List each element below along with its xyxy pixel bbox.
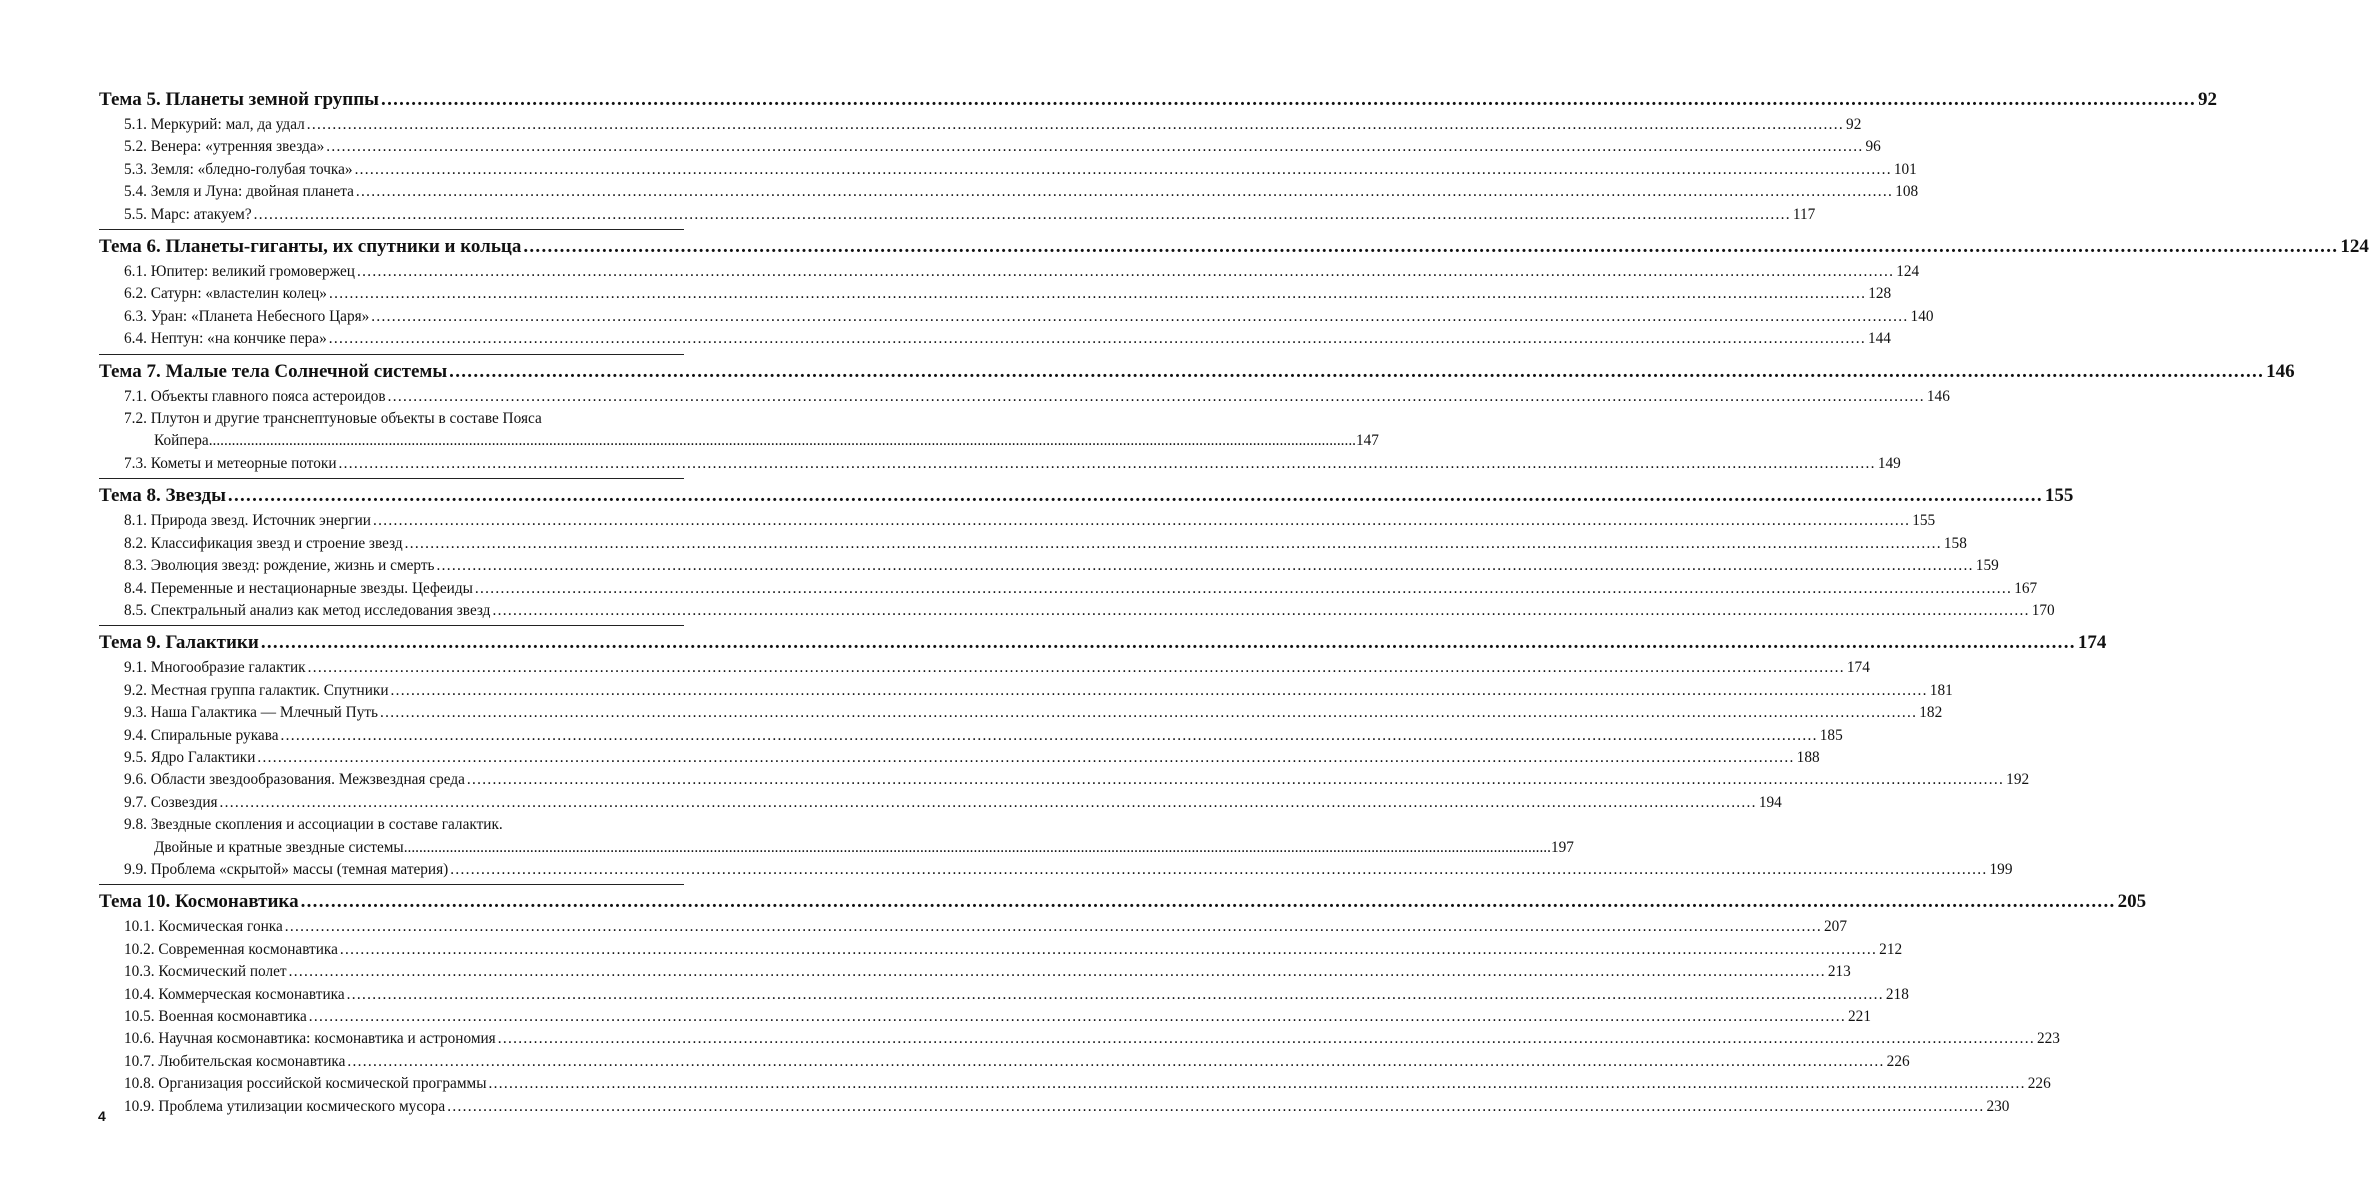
entry-label: 9.1. Многообразие галактик (124, 659, 306, 677)
entry-label: 6.2. Сатурн: «властелин колец» (124, 285, 327, 303)
toc-entry[interactable] (99, 555, 1999, 577)
table-of-contents (99, 86, 2369, 1118)
dot-leader: ............................................................................................................................................................................................................................................................................................................ (450, 860, 1988, 878)
dot-leader: ............................................................................................................................................................................................................................................................................................................ (354, 160, 1892, 178)
dot-leader: ............................................................................................................................................................................................................................................................................................................ (355, 183, 1894, 201)
entry-page: 158 (1943, 534, 1967, 552)
dot-leader: ............................................................................................................................................................................................................................................................................................................ (253, 205, 1791, 223)
entry-label: 9.4. Спиральные рукава (124, 726, 279, 744)
entry-page: 213 (1827, 963, 1851, 981)
toc-entry[interactable] (99, 533, 1967, 555)
entry-label: 7.1. Объекты главного пояса астероидов (124, 387, 386, 405)
entry-page: 185 (1819, 726, 1843, 744)
entry-page: 146 (1926, 387, 1950, 405)
entry-page: 108 (1895, 183, 1919, 201)
entry-label: 9.2. Местная группа галактик. Спутники (124, 681, 389, 699)
dot-leader: ............................................................................................................................................................................................................................................................................................................ (390, 681, 1928, 699)
section-heading[interactable] (99, 358, 2295, 386)
section-heading[interactable] (99, 482, 2074, 510)
entry-label: 8.3. Эволюция звезд: рождение, жизнь и смерть (124, 557, 435, 575)
dot-leader: ............................................................................................................................................................................................................................................................................................................ (219, 793, 1757, 811)
entry-label: 8.4. Переменные и нестационарные звезды. Цефеиды (124, 579, 473, 597)
entry-page: 188 (1796, 748, 1820, 766)
entry-page: 167 (2014, 579, 2038, 597)
entry-label: 9.8. Звездные скопления и ассоциации в составе галактик. (124, 816, 503, 834)
entry-page: 174 (1846, 659, 1870, 677)
section-page: 155 (2044, 485, 2074, 507)
section-page: 92 (2198, 89, 2218, 110)
dot-leader: ............................................................................................................................................................................................................................................................................................................ (497, 1030, 2035, 1048)
dot-leader: ............................................................................................................................................................................................................................................................................................................ (381, 89, 2197, 110)
entry-page: 226 (2027, 1075, 2051, 1093)
toc-section (99, 478, 2074, 622)
entry-label: 8.1. Природа звезд. Источник энергии (124, 512, 371, 530)
dot-leader: ............................................................................................................................................................................................................................................................................................................ (284, 918, 1823, 936)
toc-entry[interactable] (99, 657, 1870, 679)
dot-leader: ............................................................................................................................................................................................................................................................................................................ (449, 360, 2265, 382)
toc-entry[interactable] (99, 578, 2038, 600)
entry-page: 155 (1912, 512, 1936, 530)
entry-page: 197 (1550, 838, 1574, 856)
dot-leader: ............................................................................................................................................................................................................................................................................................................ (260, 632, 2076, 654)
entry-page: 207 (1824, 918, 1847, 936)
entry-label: 10.1. Космическая гонка (124, 918, 283, 936)
entry-continuation (124, 837, 1574, 859)
toc-section (99, 884, 2147, 1118)
entry-page: 182 (1919, 704, 1943, 722)
toc-entry[interactable] (99, 1096, 2010, 1118)
dot-leader: ............................................................................................................................................................................................................................................................................................................ (380, 704, 1918, 722)
toc-entry[interactable] (99, 510, 1936, 532)
section-title: Тема 5. Планеты земной группы (99, 89, 380, 110)
dot-leader: ............................................................................................................................................................................................................................................................................................................ (523, 236, 2339, 258)
entry-label: 10.5. Военная космонавтика (124, 1008, 307, 1025)
entry-page: 147 (1355, 432, 1379, 450)
toc-section (99, 354, 2295, 476)
toc-entry[interactable] (99, 159, 1917, 181)
toc-entry[interactable] (99, 181, 1919, 203)
entry-page: 128 (1868, 285, 1892, 303)
toc-entry[interactable] (99, 114, 1862, 136)
entry-page: 221 (1848, 1008, 1871, 1025)
entry-page: 194 (1758, 793, 1782, 811)
section-title: Тема 6. Планеты-гиганты, их спутники и кольца (99, 236, 522, 258)
entry-page: 230 (1986, 1097, 2010, 1115)
entry-page: 96 (1865, 138, 1881, 156)
dot-leader: ............................................................................................................................................................................................................................................................................................................ (356, 263, 1895, 281)
toc-entry[interactable] (99, 408, 1379, 453)
dot-leader: ............................................................................................................................................................................................................................................................................................................ (257, 748, 1795, 766)
toc-entry[interactable] (99, 961, 1851, 983)
entry-label-cont: Двойные и кратные звездные системы (154, 838, 404, 856)
toc-entry[interactable] (99, 328, 1891, 350)
section-heading[interactable] (99, 629, 2107, 657)
entry-page: 226 (1886, 1052, 1910, 1070)
section-title: Тема 7. Малые тела Солнечной системы (99, 360, 448, 382)
dot-leader: ............................................................................................................................................................................................................................................................................................................ (447, 1097, 1985, 1115)
dot-leader: ............................................................................................................................................................................................................................................................................................................ (371, 307, 1909, 325)
toc-entry[interactable] (99, 984, 1909, 1006)
dot-leader: ............................................................................................................................................................................................................................................................................................................ (403, 838, 1551, 856)
entry-label-cont: Койпера (154, 432, 209, 450)
section-heading[interactable] (99, 233, 2369, 261)
toc-entry[interactable] (99, 1051, 1910, 1073)
entry-label: 5.2. Венера: «утренняя звезда» (124, 138, 325, 156)
dot-leader: ............................................................................................................................................................................................................................................................................................................ (346, 985, 1884, 1003)
section-title: Тема 8. Звезды (99, 485, 226, 507)
dot-leader: ............................................................................................................................................................................................................................................................................................................ (326, 138, 1864, 156)
toc-entry[interactable] (99, 1006, 1871, 1028)
entry-label: 10.9. Проблема утилизации космического мусора (124, 1097, 446, 1115)
section-page: 174 (2077, 632, 2107, 654)
dot-leader: ............................................................................................................................................................................................................................................................................................................ (308, 1008, 1847, 1025)
toc-section (99, 86, 2218, 226)
entry-label: 9.3. Наша Галактика — Млечный Путь (124, 704, 379, 722)
entry-label: 5.1. Меркурий: мал, да удал (124, 116, 305, 133)
entry-label: 9.6. Области звездообразования. Межзвездная среда (124, 771, 465, 789)
dot-leader: ............................................................................................................................................................................................................................................................................................................ (372, 512, 1911, 530)
entry-page: 218 (1885, 985, 1909, 1003)
section-page: 124 (2340, 236, 2369, 258)
entry-label: 6.4. Нептун: «на кончике пера» (124, 330, 327, 348)
entry-label: 8.5. Спектральный анализ как метод исследования звезд (124, 601, 491, 619)
entry-label: 5.5. Марс: атакуем? (124, 205, 252, 223)
entry-label: 7.3. Кометы и метеорные потоки (124, 454, 337, 472)
entry-label: 10.7. Любительская космонавтика (124, 1052, 346, 1070)
entry-label: 9.5. Ядро Галактики (124, 748, 256, 766)
page-number: 4 (98, 1108, 106, 1124)
dot-leader: ............................................................................................................................................................................................................................................................................................................ (208, 432, 1356, 450)
toc-entry[interactable] (99, 136, 1881, 158)
toc-entry[interactable] (99, 939, 1903, 961)
toc-entry[interactable] (99, 916, 1847, 938)
dot-leader: ............................................................................................................................................................................................................................................................................................................ (338, 454, 1876, 472)
entry-label: 10.6. Научная космонавтика: космонавтика и астрономия (124, 1030, 496, 1048)
entry-continuation (124, 430, 1379, 452)
entry-page: 212 (1879, 940, 1903, 958)
toc-entry[interactable] (99, 1028, 2060, 1050)
section-title: Тема 9. Галактики (99, 632, 259, 654)
dot-leader: ............................................................................................................................................................................................................................................................................................................ (288, 963, 1826, 981)
section-page: 146 (2266, 360, 2295, 382)
entry-page: 92 (1846, 116, 1862, 133)
dot-leader: ............................................................................................................................................................................................................................................................................................................ (436, 557, 1974, 575)
dot-leader: ............................................................................................................................................................................................................................................................................................................ (347, 1052, 1885, 1070)
dot-leader: ............................................................................................................................................................................................................................................................................................................ (492, 601, 2030, 619)
toc-entry[interactable] (99, 204, 1816, 226)
section-title: Тема 10. Космонавтика (99, 891, 299, 913)
dot-leader: ............................................................................................................................................................................................................................................................................................................ (280, 726, 1818, 744)
entry-label: 10.8. Организация российской космической программы (124, 1075, 487, 1093)
entry-page: 144 (1868, 330, 1891, 348)
toc-section (99, 625, 2107, 881)
entry-page: 170 (2031, 601, 2055, 619)
toc-entry[interactable] (99, 792, 1782, 814)
entry-label: 10.4. Коммерческая космонавтика (124, 985, 345, 1003)
toc-entry[interactable] (99, 386, 1950, 408)
entry-label: 6.1. Юпитер: великий громовержец (124, 263, 355, 281)
entry-page: 181 (1929, 681, 1953, 699)
entry-page: 124 (1896, 263, 1920, 281)
toc-entry[interactable] (99, 680, 1953, 702)
dot-leader: ............................................................................................................................................................................................................................................................................................................ (488, 1075, 2026, 1093)
dot-leader: ............................................................................................................................................................................................................................................................................................................ (466, 771, 2005, 789)
entry-page: 199 (1989, 860, 2013, 878)
toc-entry[interactable] (99, 725, 1843, 747)
toc-entry[interactable] (99, 702, 1943, 724)
entry-page: 101 (1893, 160, 1917, 178)
dot-leader: ............................................................................................................................................................................................................................................................................................................ (227, 485, 2043, 507)
entry-label: 9.9. Проблема «скрытой» массы (темная материя) (124, 860, 449, 878)
toc-entry[interactable] (99, 1073, 2051, 1095)
entry-label: 9.7. Созвездия (124, 793, 218, 811)
dot-leader: ............................................................................................................................................................................................................................................................................................................ (328, 330, 1866, 348)
entry-page: 140 (1910, 307, 1934, 325)
entry-label: 8.2. Классификация звезд и строение звезд (124, 534, 403, 552)
entry-page: 159 (1975, 557, 1999, 575)
dot-leader: ............................................................................................................................................................................................................................................................................................................ (474, 579, 2013, 597)
dot-leader: ............................................................................................................................................................................................................................................................................................................ (404, 534, 1942, 552)
toc-entry[interactable] (99, 747, 1820, 769)
dot-leader: ............................................................................................................................................................................................................................................................................................................ (328, 285, 1867, 303)
entry-label: 10.2. Современная космонавтика (124, 940, 338, 958)
entry-page: 192 (2006, 771, 2030, 789)
dot-leader: ............................................................................................................................................................................................................................................................................................................ (306, 116, 1845, 133)
toc-entry[interactable] (99, 600, 2055, 622)
toc-section (99, 229, 2369, 351)
entry-label: 6.3. Уран: «Планета Небесного Царя» (124, 307, 370, 325)
toc-entry[interactable] (99, 261, 1920, 283)
section-heading[interactable] (99, 86, 2218, 114)
toc-entry[interactable] (99, 814, 1574, 859)
dot-leader: ............................................................................................................................................................................................................................................................................................................ (339, 940, 1878, 958)
entry-label: 7.2. Плутон и другие транснептуновые объекты в составе Пояса (124, 410, 542, 428)
entry-label: 10.3. Космический полет (124, 963, 287, 981)
entry-label: 5.4. Земля и Луна: двойная планета (124, 183, 354, 201)
section-page: 205 (2117, 891, 2147, 913)
dot-leader: ............................................................................................................................................................................................................................................................................................................ (307, 659, 1845, 677)
dot-leader: ............................................................................................................................................................................................................................................................................................................ (387, 387, 1925, 405)
section-heading[interactable] (99, 888, 2147, 916)
entry-page: 223 (2036, 1030, 2060, 1048)
entry-page: 117 (1792, 205, 1816, 223)
entry-page: 149 (1877, 454, 1901, 472)
entry-label: 5.3. Земля: «бледно-голубая точка» (124, 160, 353, 178)
toc-entry[interactable] (99, 306, 1934, 328)
toc-entry[interactable] (99, 859, 2013, 881)
dot-leader: ............................................................................................................................................................................................................................................................................................................ (300, 891, 2116, 913)
toc-entry[interactable] (99, 453, 1901, 475)
toc-entry[interactable] (99, 283, 1892, 305)
toc-entry[interactable] (99, 769, 2030, 791)
